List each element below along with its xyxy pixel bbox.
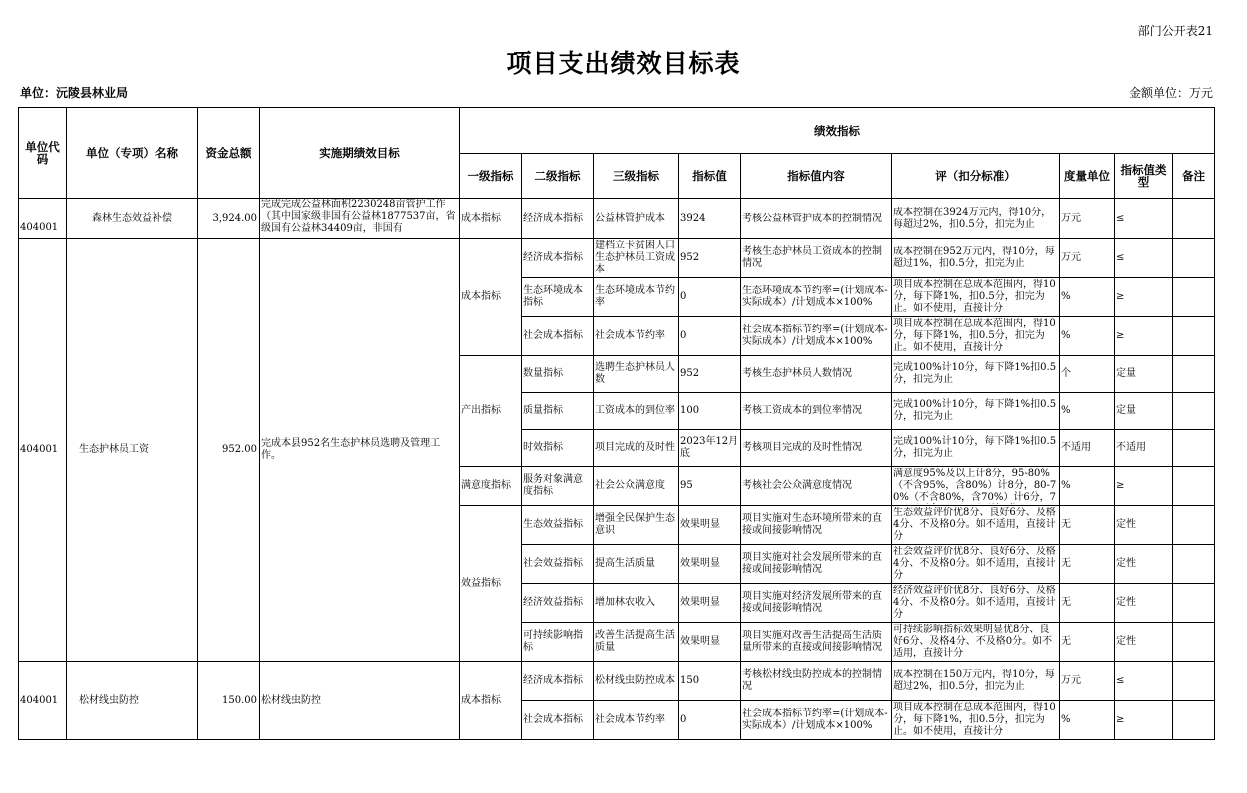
project-target: 完成本县952名生态护林员选聘及管理工作。: [260, 239, 460, 662]
measure-unit: 万元: [1060, 199, 1115, 239]
measure-unit: 无: [1060, 506, 1115, 545]
note: [1173, 239, 1215, 278]
note: [1173, 393, 1215, 430]
indicator-content: 项目实施对社会发展所带来的直接或间接影响情况: [741, 545, 892, 584]
measure-unit: %: [1060, 467, 1115, 506]
value-type: ≥: [1115, 317, 1173, 356]
project-target-text: 完成完成公益林面积2230248亩管护工作（其中国家级非国有公益林1877537亩，省级国有公益林34409亩，非国有: [261, 199, 456, 234]
scoring-criteria: [892, 467, 1060, 506]
measure-unit: %: [1060, 278, 1115, 317]
project-amount: 150.00: [198, 662, 260, 740]
level2-indicator: 数量指标: [522, 356, 594, 393]
col-header-criteria: 评（扣分标准）: [892, 154, 1060, 199]
scoring-criteria: [892, 701, 1060, 740]
level3-indicator: [594, 239, 679, 278]
indicator-content-text: 生态环境成本节约率=(计划成本-实际成本）/计划成本×100%: [742, 285, 888, 308]
indicator-content: 考核生态护林员工资成本的控制情况: [741, 239, 892, 278]
measure-unit: 万元: [1060, 662, 1115, 701]
level1-indicator: 效益指标: [460, 506, 522, 662]
scoring-criteria: 完成100%计10分，每下降1%扣0.5分，扣完为止: [892, 430, 1060, 467]
scoring-criteria-text: 社会效益评价优8分、良好6分、及格4分、不及格0分。如不适用，直接计分: [893, 546, 1056, 581]
level1-indicator: 产出指标: [460, 356, 522, 467]
performance-table: [18, 107, 1215, 740]
value-type: 定性: [1115, 506, 1173, 545]
scoring-criteria: 完成100%计10分，每下降1%扣0.5分，扣完为止: [892, 356, 1060, 393]
level3-indicator: 提高生活质量: [594, 545, 679, 584]
level1-indicator: 满意度指标: [460, 467, 522, 506]
level3-indicator: 社会成本节约率: [594, 701, 679, 740]
scoring-criteria: [892, 584, 1060, 623]
measure-unit: 万元: [1060, 239, 1115, 278]
note: [1173, 317, 1215, 356]
measure-unit: 无: [1060, 623, 1115, 662]
note: [1173, 278, 1215, 317]
indicator-content: 项目实施对经济发展所带来的直接或间接影响情况: [741, 584, 892, 623]
indicator-content-text: 项目实施对改善生活提高生活质量所带来的直接或间接影响情况: [742, 630, 882, 653]
level3-indicator: 改善生活提高生活质量: [594, 623, 679, 662]
col-header-name: 单位（专项）名称: [67, 108, 198, 199]
level3-indicator: 社会成本节约率: [594, 317, 679, 356]
indicator-content-text: 社会成本指标节约率=(计划成本-实际成本）/计划成本×100%: [742, 708, 888, 731]
value-type: 定量: [1115, 393, 1173, 430]
measure-unit: 无: [1060, 545, 1115, 584]
col-header-target: 实施期绩效目标: [260, 108, 460, 199]
col-header-content: 指标值内容: [741, 154, 892, 199]
note: [1173, 701, 1215, 740]
note: [1173, 467, 1215, 506]
measure-unit: 个: [1060, 356, 1115, 393]
col-header-value: 指标值: [679, 154, 741, 199]
col-header-indicators: 绩效指标: [460, 108, 1215, 154]
project-name: 生态护林员工资: [67, 239, 198, 662]
scoring-criteria-text: 成本控制在952万元内，得10分，每超过1%，扣0.5分，扣完为止: [893, 246, 1055, 269]
project-amount: 3,924.00: [198, 199, 260, 239]
value-type: ≤: [1115, 662, 1173, 701]
measure-unit: %: [1060, 393, 1115, 430]
table-row: [19, 199, 1215, 239]
col-header-amount: 资金总额: [198, 108, 260, 199]
level3-indicator: 工资成本的到位率: [594, 393, 679, 430]
indicator-content: [741, 623, 892, 662]
indicator-value: 效果明显: [679, 506, 741, 545]
note: [1173, 430, 1215, 467]
scoring-criteria-text: 满意度95%及以上计8分，95-80%（不含95%，含80%）计8分，80-70%（不含80%，含70%）计6分，7: [893, 468, 1057, 503]
level3-indicator: 项目完成的及时性: [594, 430, 679, 467]
indicator-content-text: 考核公益林管护成本的控制情况: [742, 212, 882, 224]
indicator-content: [741, 278, 892, 317]
project-target: [260, 199, 460, 239]
project-name: 森林生态效益补偿: [67, 199, 198, 239]
level2-indicator: 服务对象满意度指标: [522, 467, 594, 506]
level2-indicator: 社会成本指标: [522, 317, 594, 356]
value-type: 定量: [1115, 356, 1173, 393]
measure-unit: 不适用: [1060, 430, 1115, 467]
value-type: 定性: [1115, 584, 1173, 623]
measure-unit: 无: [1060, 584, 1115, 623]
indicator-value: 150: [679, 662, 741, 701]
note: [1173, 356, 1215, 393]
level3-indicator-text: 建档立卡贫困人口生态护林员工资成本: [595, 240, 675, 275]
scoring-criteria-text: 生态效益评价优8分、良好6分、及格4分、不及格0分。如不适用，直接计分: [893, 507, 1056, 542]
value-type: 不适用: [1115, 430, 1173, 467]
level2-indicator: 生态效益指标: [522, 506, 594, 545]
unit-label: 单位：沅陵县林业局: [20, 86, 129, 100]
note: [1173, 662, 1215, 701]
note: [1173, 506, 1215, 545]
indicator-value: 95: [679, 467, 741, 506]
indicator-value: 100: [679, 393, 741, 430]
scoring-criteria-text: 成本控制在150万元内，得10分，每超过2%，扣0.5分，扣完为止: [893, 669, 1055, 692]
level2-indicator: 经济成本指标: [522, 662, 594, 701]
value-type: ≥: [1115, 467, 1173, 506]
indicator-value: 952: [679, 239, 741, 278]
scoring-criteria-text: 项目成本控制在总成本范围内，得10分，每下降1%，扣0.5分，扣完为止。如不使用，直接计分: [893, 702, 1056, 737]
level2-indicator: 经济效益指标: [522, 584, 594, 623]
scoring-criteria: 完成100%计10分，每下降1%扣0.5分，扣完为止: [892, 393, 1060, 430]
scoring-criteria: [892, 623, 1060, 662]
note: [1173, 623, 1215, 662]
page-title: 项目支出绩效目标表: [506, 49, 741, 78]
indicator-value: 2023年12月底: [679, 430, 741, 467]
scoring-criteria: [892, 506, 1060, 545]
level1-indicator: 成本指标: [460, 199, 522, 239]
project-target: 松材线虫防控: [260, 662, 460, 740]
value-type: 定性: [1115, 545, 1173, 584]
table-row: [19, 662, 1215, 701]
measure-unit: %: [1060, 701, 1115, 740]
project-name: 松材线虫防控: [67, 662, 198, 740]
indicator-content: 考核社会公众满意度情况: [741, 467, 892, 506]
scoring-criteria: [892, 278, 1060, 317]
level2-indicator: 时效指标: [522, 430, 594, 467]
unit-code: 404001: [19, 239, 67, 662]
level2-indicator: 质量指标: [522, 393, 594, 430]
col-header-unit: 度量单位: [1060, 154, 1115, 199]
scoring-criteria: [892, 317, 1060, 356]
indicator-value: 0: [679, 701, 741, 740]
value-type: 定性: [1115, 623, 1173, 662]
value-type: ≥: [1115, 278, 1173, 317]
indicator-value: 0: [679, 278, 741, 317]
indicator-value: 0: [679, 317, 741, 356]
scoring-criteria-text: 项目成本控制在总成本范围内，得10分，每下降1%，扣0.5分，扣完为止。如不使用，直接计分: [893, 279, 1056, 314]
col-header-code: 单位代码: [19, 108, 67, 199]
scoring-criteria: [892, 199, 1060, 239]
level1-indicator: 成本指标: [460, 662, 522, 740]
col-header-level2: 二级指标: [522, 154, 594, 199]
col-header-level1: 一级指标: [460, 154, 522, 199]
note: [1173, 545, 1215, 584]
unit-code: 404001: [19, 199, 67, 239]
indicator-content: [741, 701, 892, 740]
table-row: [19, 239, 1215, 278]
indicator-content: 考核松材线虫防控成本的控制情况: [741, 662, 892, 701]
value-type: ≥: [1115, 701, 1173, 740]
note: [1173, 584, 1215, 623]
level1-indicator: 成本指标: [460, 239, 522, 356]
indicator-content: [741, 199, 892, 239]
scoring-criteria: [892, 239, 1060, 278]
scoring-criteria-text: 可持续影响指标效果明显优8分、良好6分、及格4分、不及格0分。如不适用，直接计分: [893, 624, 1053, 659]
level2-indicator: 经济成本指标: [522, 239, 594, 278]
scoring-criteria-text: 成本控制在3924万元内，得10分，每超过2%，扣0.5分，扣完为止: [893, 206, 1052, 230]
indicator-content: 考核工资成本的到位率情况: [741, 393, 892, 430]
level3-indicator: 增强全民保护生态意识: [594, 506, 679, 545]
note: [1173, 199, 1215, 239]
indicator-content: [741, 317, 892, 356]
indicator-value: 效果明显: [679, 623, 741, 662]
project-amount: 952.00: [198, 239, 260, 662]
level3-indicator: 社会公众满意度: [594, 467, 679, 506]
form-number: 部门公开表21: [1137, 24, 1213, 38]
indicator-value: 效果明显: [679, 545, 741, 584]
value-type: ≤: [1115, 239, 1173, 278]
level2-indicator: 经济成本指标: [522, 199, 594, 239]
unit-code: 404001: [19, 662, 67, 740]
indicator-content: 考核项目完成的及时性情况: [741, 430, 892, 467]
indicator-value: 952: [679, 356, 741, 393]
level3-indicator: 增加林农收入: [594, 584, 679, 623]
indicator-value: 效果明显: [679, 584, 741, 623]
scoring-criteria-text: 项目成本控制在总成本范围内，得10分，每下降1%，扣0.5分，扣完为止。如不使用，直接计分: [893, 318, 1056, 353]
indicator-content: 考核生态护林员人数情况: [741, 356, 892, 393]
level2-indicator: 可持续影响指标: [522, 623, 594, 662]
indicator-content-text: 社会成本指标节约率=(计划成本-实际成本）/计划成本×100%: [742, 324, 888, 347]
money-unit-label: 金额单位：万元: [1128, 86, 1213, 100]
indicator-value: 3924: [679, 199, 741, 239]
scoring-criteria-text: 经济效益评价优8分、良好6分、及格4分、不及格0分。如不适用，直接计分: [893, 585, 1056, 620]
level3-indicator: 公益林管护成本: [594, 199, 679, 239]
level3-indicator: 松材线虫防控成本: [594, 662, 679, 701]
level3-indicator: 生态环境成本节约率: [594, 278, 679, 317]
scoring-criteria: [892, 545, 1060, 584]
header-row-1: [19, 108, 1215, 154]
value-type: ≤: [1115, 199, 1173, 239]
scoring-criteria: [892, 662, 1060, 701]
col-header-level3: 三级指标: [594, 154, 679, 199]
col-header-type: 指标值类型: [1115, 154, 1173, 199]
level2-indicator: 社会效益指标: [522, 545, 594, 584]
level2-indicator: 社会成本指标: [522, 701, 594, 740]
level3-indicator: 选聘生态护林员人数: [594, 356, 679, 393]
measure-unit: %: [1060, 317, 1115, 356]
level2-indicator: 生态环境成本指标: [522, 278, 594, 317]
indicator-content: 项目实施对生态环境所带来的直接或间接影响情况: [741, 506, 892, 545]
col-header-note: 备注: [1173, 154, 1215, 199]
